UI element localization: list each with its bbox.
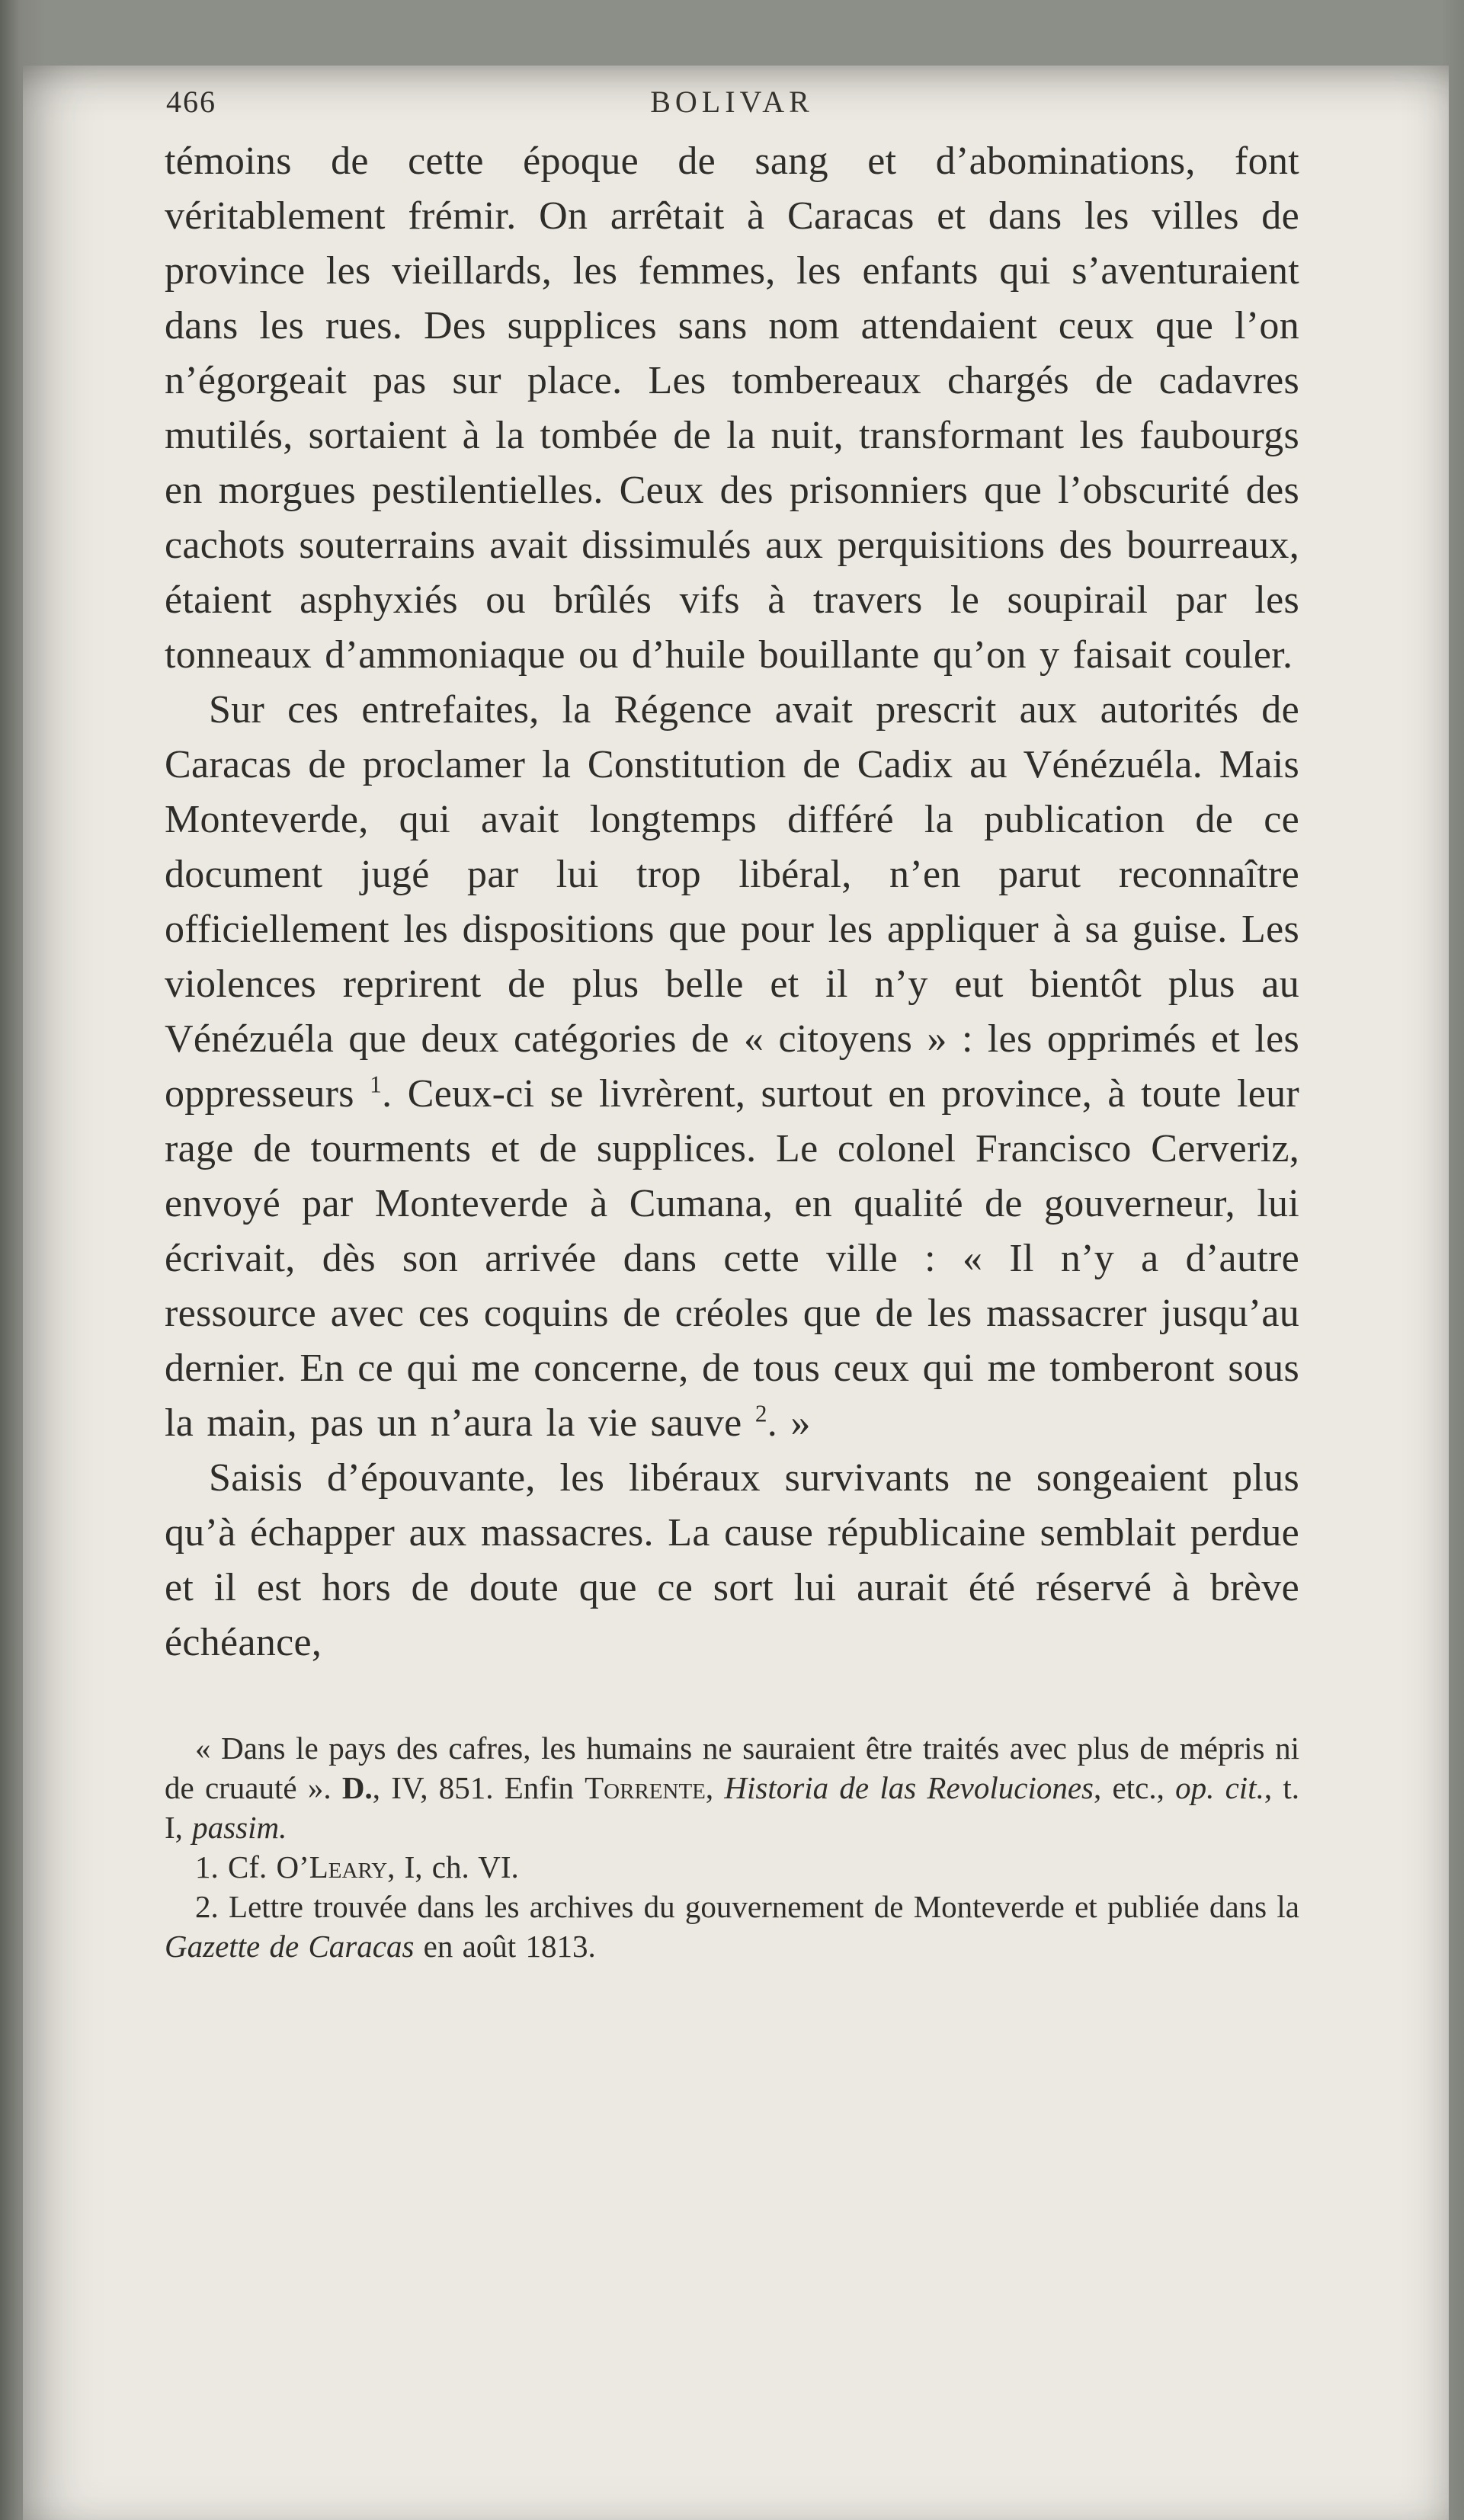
op-cit-italic: op. cit. (1175, 1770, 1264, 1805)
author-name-smallcaps: O’Leary (276, 1849, 388, 1884)
paragraph-2 (165, 683, 1299, 1451)
text-block (165, 78, 1299, 1966)
text-segment: 1. Cf. (195, 1849, 277, 1884)
text-segment: , IV, 851. Enfin (372, 1770, 585, 1805)
passim-italic: passim. (192, 1810, 287, 1845)
footnote-reference-2: 2 (754, 1400, 767, 1427)
text-segment: « Dans le pays des cafres, les humains ne sauraient être traités avec plus de mépris ni de cruauté ». (165, 1731, 1299, 1805)
text-segment: , I, ch. VI. (387, 1849, 519, 1884)
book-page (23, 66, 1449, 2520)
paragraph-3 (165, 1451, 1299, 1670)
text-segment: . Ceux-ci se livrèrent, surtout en province, à toute leur rage de tourments et de supplices. Le colonel Francisco Cerveriz, envoyé par Monteverde à Cumana, en qualité de gouverneur, lui écrivait, dès son arrivée dans cette ville : « Il n’y a d’autre ressource avec ces coquins de créoles que de les massacrer jusqu’au dernier. En ce qui me concerne, de tous ceux qui me tomberont sous la main, pas un n’aura la vie sauve (165, 1072, 1299, 1445)
text-segment: , (705, 1770, 725, 1805)
author-name-smallcaps: Torrente (585, 1770, 706, 1805)
text-segment: , t. I, (165, 1770, 1299, 1845)
text-segment: 2. Lettre trouvée dans les archives du gouvernement de Monteverde et publiée dans la (195, 1889, 1299, 1924)
paragraph-1 (165, 134, 1299, 683)
footnote-2 (165, 1887, 1299, 1966)
running-title: BOLIVAR (650, 85, 814, 119)
body-text (165, 134, 1299, 1670)
abbreviated-source: D. (341, 1770, 373, 1805)
text-segment: . » (767, 1401, 811, 1445)
page-header (165, 78, 1299, 123)
text-segment: en août 1813. (414, 1929, 596, 1964)
work-title-italic: Historia de las Revoluciones (724, 1770, 1094, 1805)
footnote-continuation (165, 1728, 1299, 1847)
text-segment: Sur ces entrefaites, la Régence avait prescrit aux autorités de Caracas de proclamer la Constitution de Cadix au Vénézuéla. Mais Monteverde, qui avait longtemps différé la publication de ce document jugé par lui trop libéral, n’en parut reconnaître officiellement les dispositions que pour les appliquer à sa guise. Les violences reprirent de plus belle et il n’y eut bientôt plus au Vénézuéla que deux catégories de « citoyens » : les opprimés et les oppresseurs (165, 688, 1299, 1116)
text-segment: , etc., (1094, 1770, 1176, 1805)
footnote-1 (165, 1847, 1299, 1887)
footnotes-section (165, 1728, 1299, 1966)
page-number: 466 (166, 85, 216, 119)
gazette-title-italic: Gazette de Caracas (165, 1929, 415, 1964)
text-segment: Saisis d’épouvante, les libéraux survivants ne songeaient plus qu’à échapper aux massacres. La cause républicaine semblait perdue et il est hors de doute que ce sort lui aurait été réservé à brève échéance, (165, 1456, 1299, 1664)
footnote-reference-1: 1 (370, 1071, 383, 1098)
text-segment: témoins de cette époque de sang et d’abominations, font véritablement frémir. On arrêtait à Caracas et dans les villes de province les vieillards, les femmes, les enfants qui s’aventuraient dans les rues. Des supplices sans nom attendaient ceux que l’on n’égorgeait pas sur place. Les tombereaux chargés de cadavres mutilés, sortaient à la tombée de la nuit, transformant les faubourgs en morgues pestilentielles. Ceux des prisonniers que l’obscurité des cachots souterrains avait dissimulés aux perquisitions des bourreaux, étaient asphyxiés ou brûlés vifs à travers le soupirail par les tonneaux d’ammoniaque ou d’huile bouillante qu’on y faisait couler. (165, 139, 1299, 677)
